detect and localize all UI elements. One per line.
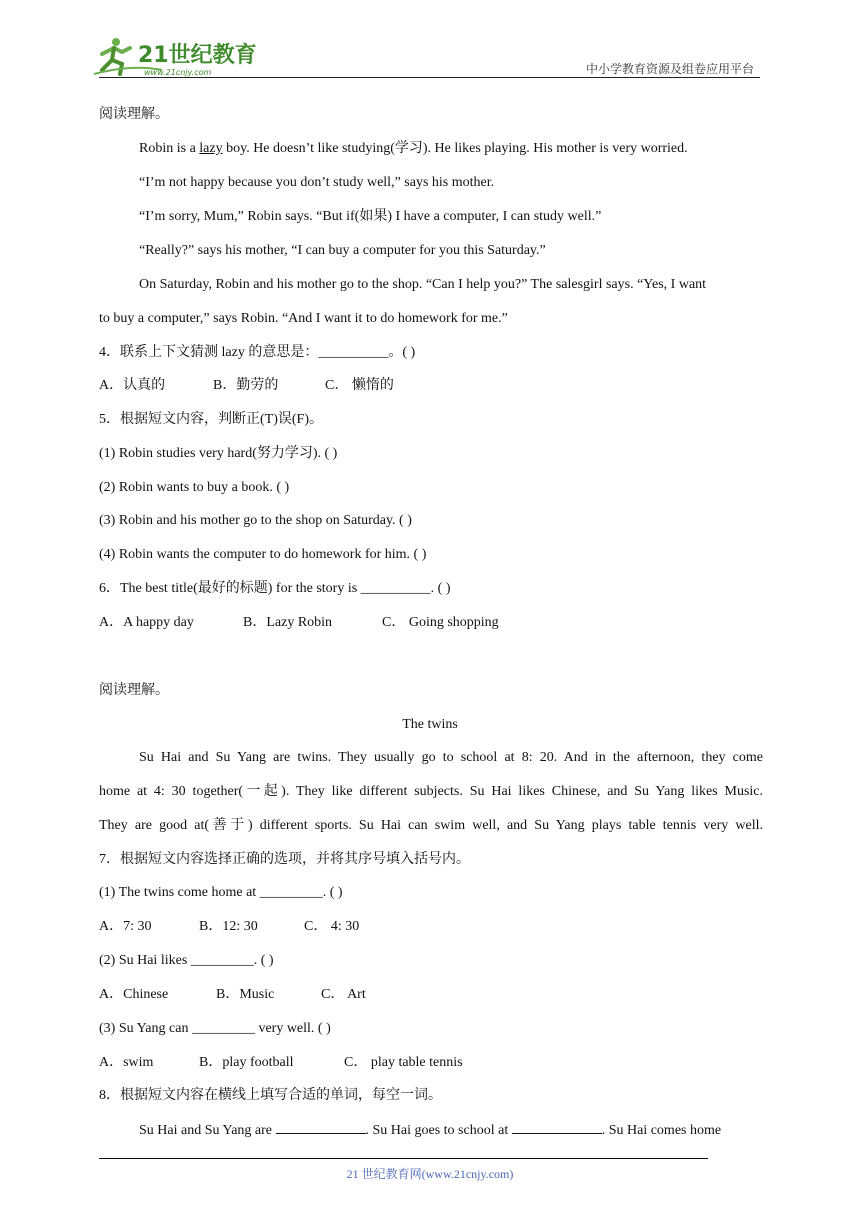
passage-paragraph: “Really?” says his mother, “I can buy a computer for you this Saturday.” (139, 243, 546, 258)
passage-paragraph-cont: They are good at(善于) different sports. Su Hai can swim well, and Su Yang plays table tennis very well. (99, 818, 763, 833)
passage-paragraph: “I’m sorry, Mum,” Robin says. “But if(如果) I have a computer, I can study well.” (139, 209, 602, 224)
passage-paragraph-cont: home at 4: 30 together(一起). They like different subjects. Su Hai likes Chinese, and Su Yang likes Music. (99, 784, 763, 799)
passage-title: The twins (402, 717, 458, 732)
question-5-item: (3) Robin and his mother go to the shop on Saturday. ( ) (99, 513, 412, 528)
passage-paragraph-cont: to buy a computer,” says Robin. “And I want it to do homework for me.” (99, 311, 508, 326)
option-b: B．12: 30 (199, 919, 258, 934)
option-a: A．认真的 (99, 378, 166, 393)
option-b: B．play football (199, 1055, 294, 1070)
underlined-word: lazy (199, 141, 223, 156)
option-a: A．Chinese (99, 987, 169, 1002)
option-c: C． play table tennis (344, 1055, 463, 1070)
question-6-stem: 6．The best title(最好的标题) for the story is __________. ( ) (99, 581, 451, 596)
footer-divider (99, 1158, 708, 1159)
option-c: C． 懒惰的 (325, 378, 394, 393)
option-c: C． 4: 30 (304, 919, 360, 934)
question-7-sub3-options (99, 1054, 463, 1072)
option-b: B．Lazy Robin (243, 615, 333, 630)
option-a: A．7: 30 (99, 919, 152, 934)
question-6-options (99, 614, 499, 632)
logo-text: 21世纪教育 (138, 43, 257, 68)
question-7-sub1: (1) The twins come home at _________. ( ) (99, 885, 343, 900)
question-8-stem: 8．根据短文内容在横线上填写合适的单词，每空一词。 (99, 1088, 442, 1103)
footer-link[interactable]: 21 世纪教育网(www.21cnjy.com) (346, 1167, 514, 1181)
question-7-stem: 7．根据短文内容选择正确的选项，并将其序号填入括号内。 (99, 852, 470, 867)
site-tagline: 中小学教育资源及组卷应用平台 (585, 62, 754, 76)
question-5-stem: 5．根据短文内容，判断正(T)误(F)。 (99, 412, 323, 427)
question-7-sub1-options (99, 918, 359, 936)
passage-paragraph: Robin is a lazy boy. He doesn’t like studying(学习). He likes playing. His mother is very worried. (139, 141, 688, 156)
answer-blank[interactable] (512, 1121, 602, 1134)
passage-paragraph: On Saturday, Robin and his mother go to the shop. “Can I help you?” The salesgirl says. “Yes, I want (139, 277, 707, 292)
option-a: A．swim (99, 1055, 154, 1070)
section-heading: 阅读理解。 (99, 683, 169, 698)
header-divider (99, 77, 760, 78)
question-8-fill-line: Su Hai and Su Yang are . Su Hai goes to school at . Su Hai comes home (139, 1123, 722, 1138)
question-5-item: (4) Robin wants the computer to do homework for him. ( ) (99, 547, 427, 562)
question-7-sub3: (3) Su Yang can _________ very well. ( ) (99, 1021, 331, 1036)
passage-paragraph: “I’m not happy because you don’t study well,” says his mother. (139, 175, 495, 190)
option-c: C． Art (321, 987, 366, 1002)
section-heading: 阅读理解。 (99, 107, 169, 122)
option-b: B．Music (216, 987, 275, 1002)
option-b: B．勤劳的 (213, 378, 279, 393)
question-4-options (99, 377, 394, 395)
question-7-sub2-options (99, 986, 366, 1004)
logo-url: www.21cnjy.com (144, 68, 212, 77)
question-5-item: (1) Robin studies very hard(努力学习). ( ) (99, 446, 338, 461)
question-7-sub2: (2) Su Hai likes _________. ( ) (99, 953, 274, 968)
answer-blank[interactable] (276, 1121, 366, 1134)
question-5-item: (2) Robin wants to buy a book. ( ) (99, 480, 290, 495)
logo-icon (92, 34, 262, 80)
option-c: C． Going shopping (382, 615, 499, 630)
question-4-stem: 4．联系上下文猜测 lazy 的意思是：__________。( ) (99, 345, 416, 360)
passage-paragraph: Su Hai and Su Yang are twins. They usually go to school at 8: 20. And in the afternoon, they come (139, 750, 763, 765)
option-a: A．A happy day (99, 615, 194, 630)
